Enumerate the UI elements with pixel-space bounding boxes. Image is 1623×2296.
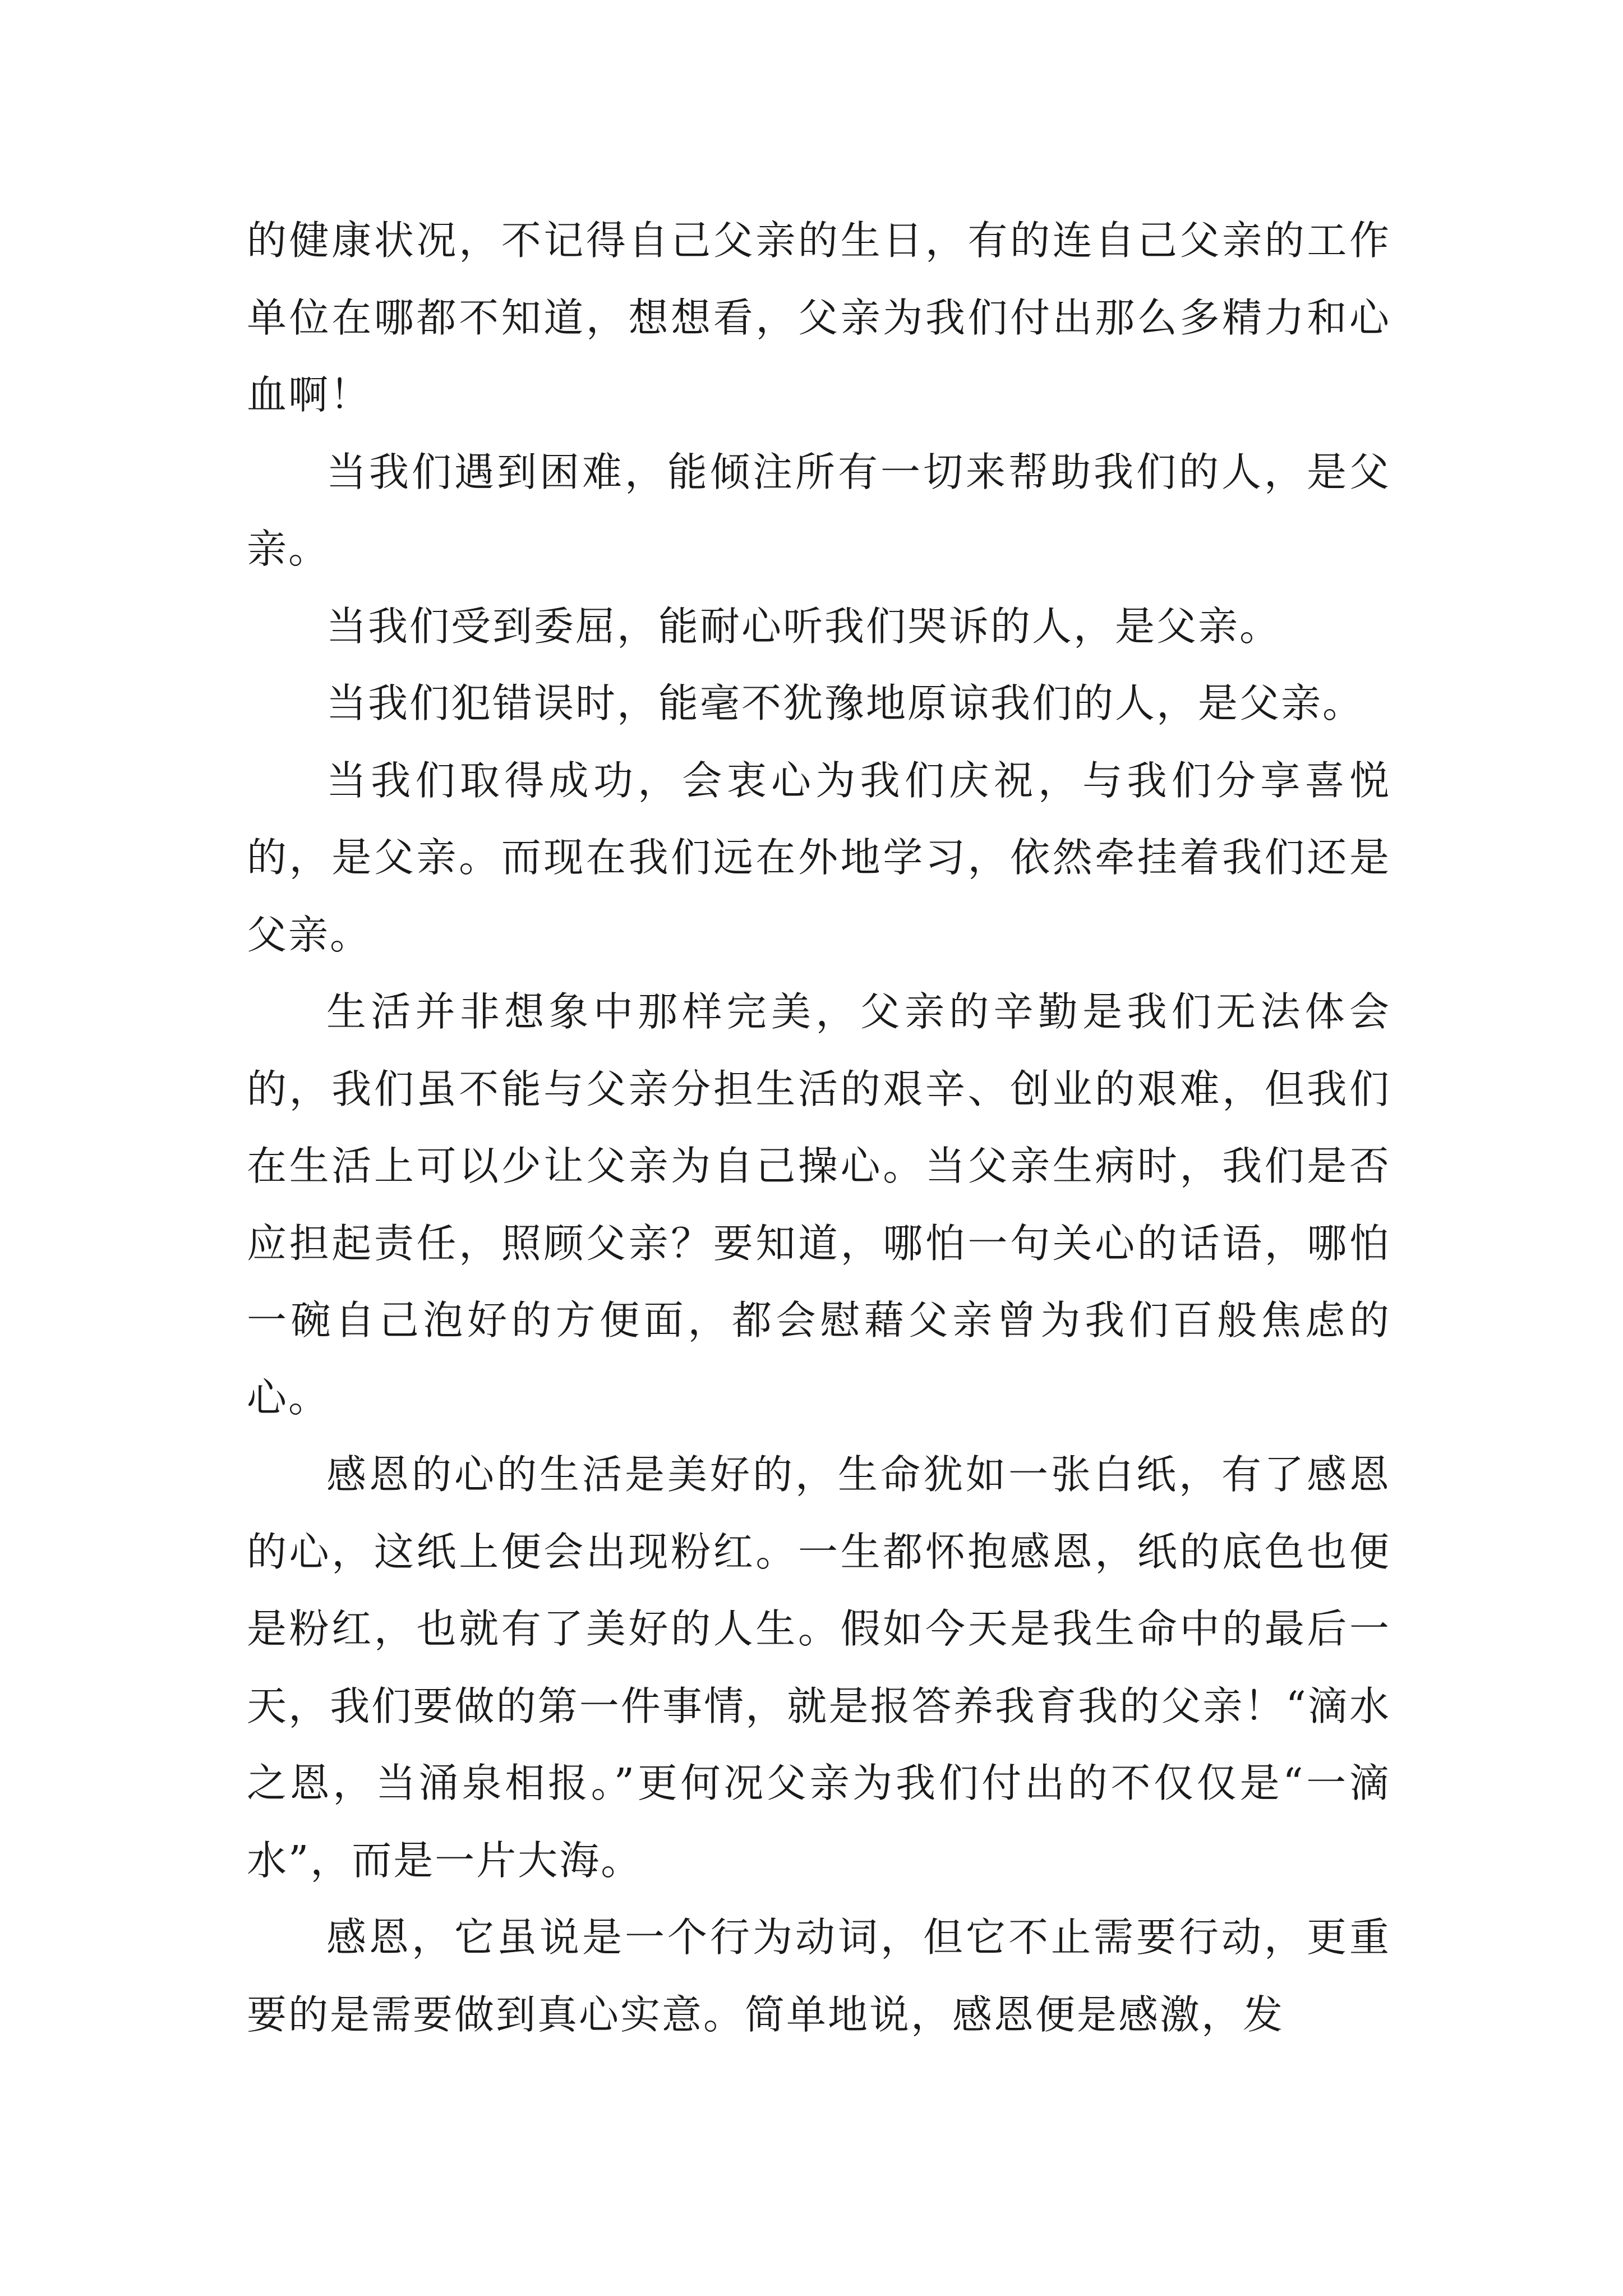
- paragraph: 当我们取得成功，会衷心为我们庆祝，与我们分享喜悦的，是父亲。而现在我们远在外地学习，依然牵挂着我们还是父亲。: [247, 757, 1391, 958]
- paragraph: 当我们犯错误时，能毫不犹豫地原谅我们的人，是父亲。: [326, 680, 1364, 726]
- paragraph: 生活并非想象中那样完美，父亲的辛勤是我们无法体会的，我们虽不能与父亲分担生活的艰辛、创业的艰难，但我们在生活上可以少让父亲为自己操心。当父亲生病时，我们是否应担起责任，照顾父亲？要知道，哪怕一句关心的话语，哪怕一碗自己泡好的方便面，都会慰藉父亲曾为我们百般焦虑的心。: [247, 988, 1391, 1421]
- paragraph: 当我们遇到困难，能倾注所有一切来帮助我们的人，是父亲。: [247, 448, 1391, 572]
- paragraph: 当我们受到委屈，能耐心听我们哭诉的人，是父亲。: [326, 602, 1281, 650]
- body-text: [247, 202, 1391, 2053]
- paragraph: 感恩的心的生活是美好的，生命犹如一张白纸，有了感恩的心，这纸上便会出现粉红。一生都怀抱感恩，纸的底色也便是粉红，也就有了美好的人生。假如今天是我生命中的最后一天，我们要做的第一件事情，就是报答养我育我的父亲！“滴水之恩，当涌泉相报。”更何况父亲为我们付出的不仅仅是“一滴水”，而是一片大海。: [247, 1451, 1391, 1884]
- paragraph: 感恩，它虽说是一个行为动词，但它不止需要行动，更重要的是需要做到真心实意。简单地说，感恩便是感激，发: [247, 1914, 1391, 2038]
- paragraph-continued: 的健康状况，不记得自己父亲的生日，有的连自己父亲的工作单位在哪都不知道，想想看，父亲为我们付出那么多精力和心血啊！: [247, 217, 1391, 418]
